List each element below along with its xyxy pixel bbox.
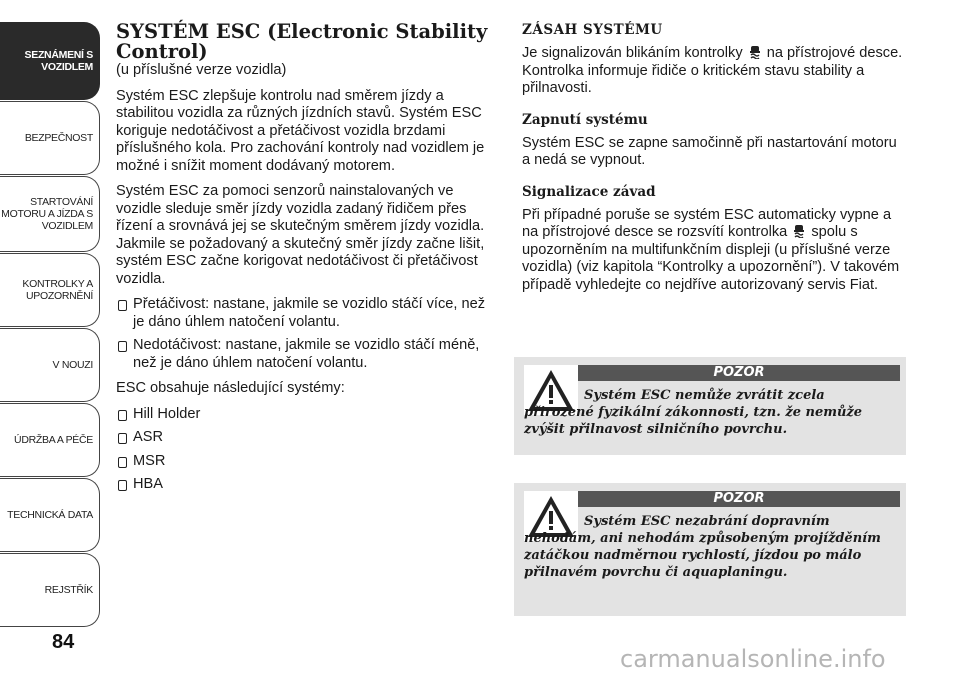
warning-text: Systém ESC nezabrání dopravním nehodám, ani nehodám způsobeným projížděním zatáčkou nadměrnou rychlostí, jízdou po málo přilnavém povrchu či aquaplaningu. xyxy=(524,514,881,580)
tab-rejstrik[interactable] xyxy=(0,553,100,627)
section-subtitle: (u příslušné verze vozidla) xyxy=(116,62,287,78)
right-column xyxy=(522,22,906,302)
tab-v-nouzi[interactable] xyxy=(0,328,100,402)
heading-zapnuti: Zapnutí systému xyxy=(522,111,648,128)
paragraph xyxy=(522,207,906,295)
paragraph xyxy=(522,45,906,98)
warning-label: POZOR xyxy=(578,491,900,507)
esc-skid-car-icon xyxy=(749,45,761,59)
section-title-line: Control) xyxy=(116,40,208,63)
systems-list xyxy=(116,406,498,494)
checkbox-bullet-icon xyxy=(118,300,127,311)
checkbox-bullet-icon xyxy=(118,480,127,491)
section-title xyxy=(116,22,498,62)
warning-text: Systém ESC nemůže zvrátit zcela přirozené fyzikální zákonnosti, tzn. že nemůže zvýšit přilnavost silničního povrchu. xyxy=(524,388,863,437)
list-item-text: Nedotáčivost: nastane, jakmile se vozidlo stáčí méně, než je dáno úhlem natočení volantu. xyxy=(133,337,480,371)
left-column xyxy=(116,22,498,502)
tab-label: SEZNÁMENÍ S xyxy=(24,49,93,61)
checkbox-bullet-icon xyxy=(118,433,127,444)
warning-box xyxy=(514,357,906,455)
checkbox-bullet-icon xyxy=(118,341,127,352)
list-item-text: MSR xyxy=(133,452,166,469)
paragraph-text: spolu s upozorněním na multifunkčním displeji (u příslušné verze vozidla) (viz kapitola “Kontrolky a upozornění”). V takovém případě vyhledejte co nejdříve autorizovaný servis Fiat. xyxy=(522,224,900,293)
tab-bezpecnost[interactable] xyxy=(0,101,100,175)
watermark: carmanualsonline.info xyxy=(620,645,886,673)
checkbox-bullet-icon xyxy=(118,410,127,421)
tab-label: UPOZORNĚNÍ xyxy=(25,290,93,302)
tab-startovani[interactable] xyxy=(0,176,100,252)
tab-label: V NOUZI xyxy=(52,359,93,371)
heading-signalizace: Signalizace závad xyxy=(522,183,656,200)
list-item-text: ASR xyxy=(133,429,164,445)
list-item xyxy=(116,296,498,331)
paragraph: ESC obsahuje následující systémy: xyxy=(116,380,345,396)
paragraph: Systém ESC zlepšuje kontrolu nad směrem jízdy a stabilitou vozidla za různých jízdních stavů. Systém ESC koriguje nedotáčivost a přetáčivost vozidla brzdami příslušného kola. Pro zachování kontroly nad vozidlem je možné i snížit moment dodávaný motorem. xyxy=(116,87,485,174)
paragraph: Systém ESC se zapne samočinně při nastartování motoru a nedá se vypnout. xyxy=(522,134,897,168)
list-item xyxy=(116,406,498,424)
tab-label: REJSTŘÍK xyxy=(44,584,93,596)
tab-label: TECHNICKÁ DATA xyxy=(7,509,93,521)
paragraph-text: Je signalizován blikáním kontrolky xyxy=(522,45,743,61)
tab-seznameni-s-vozidlem[interactable] xyxy=(0,22,100,100)
paragraph-text: Při případné poruše se systém ESC automaticky vypne a na přístrojové desce se rozsvítí kontrolka xyxy=(522,206,892,240)
list-item xyxy=(116,337,498,372)
bullet-list xyxy=(116,296,498,372)
list-item-text: Hill Holder xyxy=(133,405,201,422)
tab-label: MOTORU A JÍZDA S xyxy=(1,208,93,220)
heading-zasah: ZÁSAH SYSTÉMU xyxy=(522,22,663,38)
tab-label: VOZIDLEM xyxy=(41,61,93,73)
paragraph-text: na přístrojové desce. Kontrolka informuje řidiče o kritickém stavu stability a přilnavosti. xyxy=(522,45,903,96)
list-item xyxy=(116,453,498,471)
list-item-text: Přetáčivost: nastane, jakmile se vozidlo stáčí více, než je dáno úhlem natočení volantu. xyxy=(133,296,486,330)
tab-technicka-data[interactable] xyxy=(0,478,100,552)
tab-udrzba-a-pece[interactable] xyxy=(0,403,100,477)
tab-label: ÚDRŽBA A PÉČE xyxy=(14,434,93,446)
list-item-text: HBA xyxy=(133,476,164,492)
list-item xyxy=(116,429,498,447)
tab-label: STARTOVÁNÍ xyxy=(30,196,93,208)
esc-skid-car-icon xyxy=(793,224,805,238)
list-item xyxy=(116,476,498,494)
tab-label: VOZIDLEM xyxy=(41,220,93,232)
checkbox-bullet-icon xyxy=(118,457,127,468)
tab-kontrolky-a-upozorneni[interactable] xyxy=(0,253,100,327)
page-number: 84 xyxy=(52,631,75,653)
paragraph: Systém ESC za pomoci senzorů nainstalovaných ve vozidle sleduje směr jízdy vozidla zadaný řidičem přes řízení a srovnává jej se skutečným směrem jízdy vozidla. Jakmile se požadovaný a skutečný směr jízdy začne lišit, systém ESC začne korigovat nedotáčivost či přetáčivost vozidla. xyxy=(116,183,485,287)
section-title-line: SYSTÉM ESC (Electronic Stability xyxy=(116,20,488,43)
warning-label: POZOR xyxy=(578,365,900,381)
tab-label: KONTROLKY A xyxy=(22,278,93,290)
tab-label: BEZPEČNOST xyxy=(24,132,93,144)
warning-box xyxy=(514,483,906,616)
